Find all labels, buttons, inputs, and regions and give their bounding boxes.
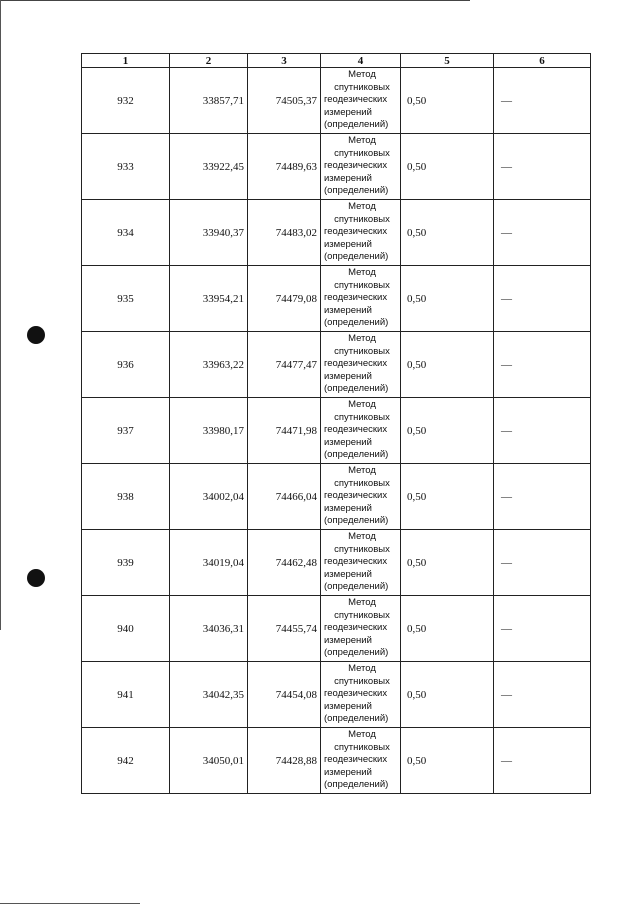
method-line: спутниковых [334, 147, 390, 159]
accuracy-cell: 0,50 [401, 398, 494, 464]
method-line: (определений) [324, 317, 389, 329]
accuracy-cell: 0,50 [401, 596, 494, 662]
method-line: спутниковых [334, 609, 390, 621]
method-line: (определений) [324, 779, 389, 791]
table-row [82, 596, 591, 662]
note-cell: — [494, 464, 591, 530]
table-row [82, 266, 591, 332]
x-coordinate-cell: 33857,71 [170, 68, 248, 134]
method-cell [321, 530, 401, 596]
table-body [82, 68, 591, 794]
header-cell: 4 [321, 54, 401, 68]
point-number-cell: 935 [82, 266, 170, 332]
method-line: геодезических [324, 160, 388, 172]
method-line: (определений) [324, 449, 389, 461]
method-line: геодезических [324, 622, 388, 634]
method-line: спутниковых [334, 411, 390, 423]
method-line: измерений [324, 106, 372, 118]
table-row [82, 530, 591, 596]
coordinates-table [81, 53, 591, 794]
table-row [82, 332, 591, 398]
x-coordinate-cell: 34050,01 [170, 728, 248, 794]
note-cell: — [494, 728, 591, 794]
method-line: геодезических [324, 358, 388, 370]
point-number-cell: 937 [82, 398, 170, 464]
point-number-cell: 939 [82, 530, 170, 596]
x-coordinate-cell: 33922,45 [170, 134, 248, 200]
method-line: (определений) [324, 251, 389, 263]
note-cell: — [494, 530, 591, 596]
accuracy-cell: 0,50 [401, 266, 494, 332]
table-row [82, 200, 591, 266]
method-line: Метод [348, 201, 376, 213]
method-line: измерений [324, 238, 372, 250]
method-line: измерений [324, 172, 372, 184]
y-coordinate-cell: 74428,88 [248, 728, 321, 794]
method-line: измерений [324, 436, 372, 448]
method-line: Метод [348, 465, 376, 477]
method-line: (определений) [324, 119, 389, 131]
method-line: геодезических [324, 424, 388, 436]
header-cell: 6 [494, 54, 591, 68]
method-line: (определений) [324, 647, 389, 659]
method-cell [321, 134, 401, 200]
method-line: геодезических [324, 556, 388, 568]
accuracy-cell: 0,50 [401, 68, 494, 134]
note-cell: — [494, 596, 591, 662]
accuracy-cell: 0,50 [401, 464, 494, 530]
method-cell [321, 68, 401, 134]
header-row [82, 54, 591, 68]
punch-hole-icon [27, 326, 45, 344]
accuracy-cell: 0,50 [401, 530, 494, 596]
method-line: измерений [324, 304, 372, 316]
method-cell [321, 728, 401, 794]
note-cell: — [494, 200, 591, 266]
point-number-cell: 941 [82, 662, 170, 728]
punch-hole-icon [27, 569, 45, 587]
note-cell: — [494, 134, 591, 200]
method-line: Метод [348, 69, 376, 81]
note-cell: — [494, 332, 591, 398]
method-line: спутниковых [334, 213, 390, 225]
table-row [82, 134, 591, 200]
top-border-line [0, 0, 470, 1]
x-coordinate-cell: 34002,04 [170, 464, 248, 530]
table-row [82, 68, 591, 134]
method-line: (определений) [324, 185, 389, 197]
accuracy-cell: 0,50 [401, 134, 494, 200]
method-line: геодезических [324, 688, 388, 700]
method-line: измерений [324, 568, 372, 580]
header-cell: 3 [248, 54, 321, 68]
table-row [82, 398, 591, 464]
accuracy-cell: 0,50 [401, 662, 494, 728]
method-line: (определений) [324, 383, 389, 395]
header-cell: 2 [170, 54, 248, 68]
point-number-cell: 932 [82, 68, 170, 134]
x-coordinate-cell: 33980,17 [170, 398, 248, 464]
y-coordinate-cell: 74466,04 [248, 464, 321, 530]
method-cell [321, 332, 401, 398]
method-cell [321, 596, 401, 662]
method-cell [321, 398, 401, 464]
point-number-cell: 936 [82, 332, 170, 398]
method-line: спутниковых [334, 279, 390, 291]
method-line: (определений) [324, 581, 389, 593]
method-line: Метод [348, 267, 376, 279]
method-line: спутниковых [334, 345, 390, 357]
x-coordinate-cell: 34019,04 [170, 530, 248, 596]
method-line: (определений) [324, 713, 389, 725]
method-line: геодезических [324, 226, 388, 238]
note-cell: — [494, 398, 591, 464]
x-coordinate-cell: 33963,22 [170, 332, 248, 398]
point-number-cell: 934 [82, 200, 170, 266]
point-number-cell: 940 [82, 596, 170, 662]
y-coordinate-cell: 74462,48 [248, 530, 321, 596]
y-coordinate-cell: 74489,63 [248, 134, 321, 200]
method-cell [321, 200, 401, 266]
table-row [82, 464, 591, 530]
x-coordinate-cell: 34036,31 [170, 596, 248, 662]
accuracy-cell: 0,50 [401, 332, 494, 398]
y-coordinate-cell: 74471,98 [248, 398, 321, 464]
method-line: измерений [324, 370, 372, 382]
method-line: геодезических [324, 754, 388, 766]
method-line: спутниковых [334, 741, 390, 753]
accuracy-cell: 0,50 [401, 728, 494, 794]
method-line: измерений [324, 502, 372, 514]
y-coordinate-cell: 74454,08 [248, 662, 321, 728]
method-line: Метод [348, 531, 376, 543]
y-coordinate-cell: 74455,74 [248, 596, 321, 662]
x-coordinate-cell: 33954,21 [170, 266, 248, 332]
method-cell [321, 464, 401, 530]
y-coordinate-cell: 74505,37 [248, 68, 321, 134]
method-line: спутниковых [334, 543, 390, 555]
method-line: Метод [348, 333, 376, 345]
table-row [82, 662, 591, 728]
method-line: геодезических [324, 94, 388, 106]
method-line: (определений) [324, 515, 389, 527]
y-coordinate-cell: 74483,02 [248, 200, 321, 266]
y-coordinate-cell: 74477,47 [248, 332, 321, 398]
method-cell [321, 266, 401, 332]
method-cell [321, 662, 401, 728]
table-header [82, 54, 591, 68]
method-line: спутниковых [334, 477, 390, 489]
method-line: геодезических [324, 292, 388, 304]
method-line: спутниковых [334, 675, 390, 687]
left-page-edge [0, 0, 1, 630]
table-row [82, 728, 591, 794]
bottom-border-line [0, 903, 140, 904]
note-cell: — [494, 662, 591, 728]
method-line: Метод [348, 597, 376, 609]
method-line: геодезических [324, 490, 388, 502]
method-line: Метод [348, 135, 376, 147]
note-cell: — [494, 68, 591, 134]
method-line: измерений [324, 700, 372, 712]
header-cell: 5 [401, 54, 494, 68]
x-coordinate-cell: 34042,35 [170, 662, 248, 728]
method-line: Метод [348, 663, 376, 675]
method-line: измерений [324, 634, 372, 646]
point-number-cell: 933 [82, 134, 170, 200]
x-coordinate-cell: 33940,37 [170, 200, 248, 266]
point-number-cell: 942 [82, 728, 170, 794]
method-line: спутниковых [334, 81, 390, 93]
method-line: Метод [348, 729, 376, 741]
method-line: измерений [324, 766, 372, 778]
note-cell: — [494, 266, 591, 332]
accuracy-cell: 0,50 [401, 200, 494, 266]
point-number-cell: 938 [82, 464, 170, 530]
y-coordinate-cell: 74479,08 [248, 266, 321, 332]
header-cell: 1 [82, 54, 170, 68]
method-line: Метод [348, 399, 376, 411]
